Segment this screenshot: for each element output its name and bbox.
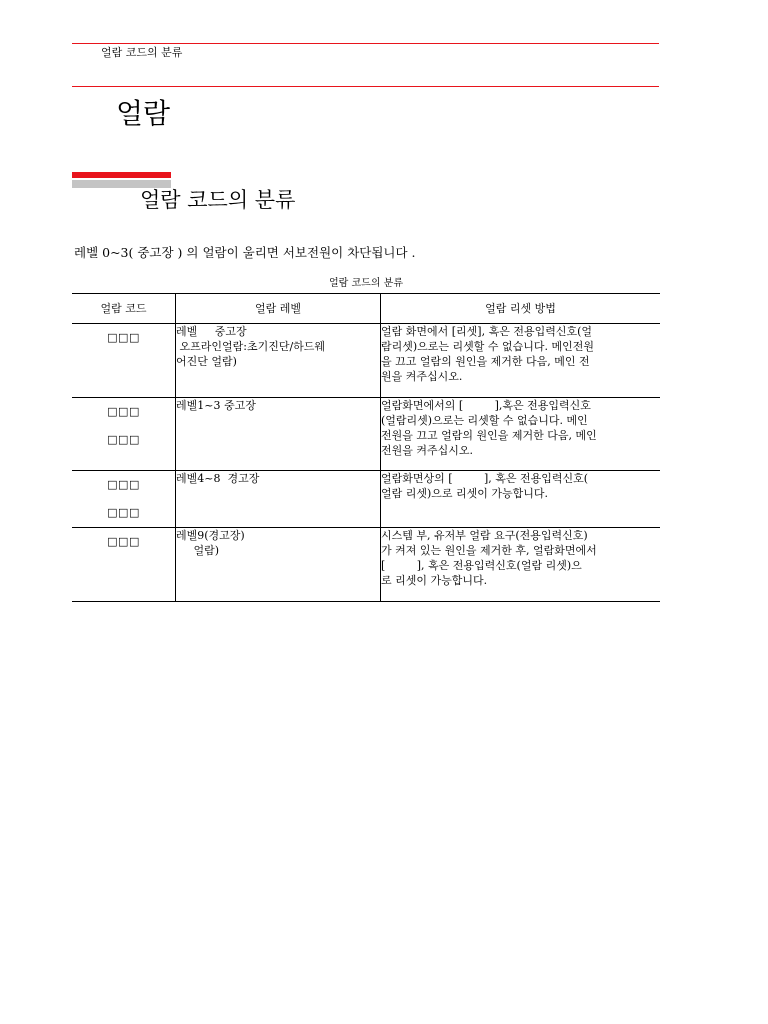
level-line: 얼람) (176, 544, 220, 557)
intro-paragraph: 레벨 0~3( 중고장 ) 의 얼람이 울리면 서보전원이 차단됩니다 . (74, 245, 416, 260)
method-line: 로 리셋이 가능합니다. (381, 574, 488, 587)
alarm-code-table (72, 293, 660, 602)
method-line: 얼람화면상의 [ ], 혹은 전용입력신호( (381, 472, 589, 485)
method-line: 시스템 부, 유저부 얼람 요구(전용입력신호) (381, 529, 588, 542)
level-line: 오프라인얼람:초기진단/하드웨 (176, 340, 326, 353)
method-line: 을 끄고 얼람의 원인을 제거한 다음, 메인 전 (381, 355, 590, 368)
reset-method-cell (381, 471, 661, 528)
reset-method-cell (381, 528, 661, 602)
section-marker-red (72, 172, 171, 178)
header-bottom-rule (72, 86, 659, 87)
method-line: 람리셋)으로는 리셋할 수 없습니다. 메인전원 (381, 340, 595, 353)
method-line: 전원을 끄고 얼람의 원인을 제거한 다음, 메인 (381, 429, 597, 442)
alarm-level-cell (176, 528, 381, 602)
column-header-reset: 얼람 리셋 방법 (381, 294, 661, 324)
alarm-level-cell (176, 324, 381, 398)
table-row (72, 324, 660, 398)
level-line: 레벨9(경고장) (176, 529, 245, 542)
alarm-code: □□□ (107, 405, 140, 418)
alarm-code: □□□ (107, 506, 140, 519)
reset-method-cell (381, 324, 661, 398)
method-line: 전원을 켜주십시오. (381, 444, 474, 457)
table-row (72, 398, 660, 471)
method-line: 얼람 화면에서 [리셋], 혹은 전용입력신호(얼 (381, 325, 592, 338)
alarm-code-cell (72, 528, 176, 602)
alarm-code-cell (72, 398, 176, 471)
alarm-code: □□□ (107, 478, 140, 491)
method-line: 가 켜져 있는 원인을 제거한 후, 얼람화면에서 (381, 544, 597, 557)
method-line: 얼람화면에서의 [ ],혹은 전용입력신호 (381, 399, 591, 412)
alarm-code-cell (72, 471, 176, 528)
table-row (72, 471, 660, 528)
table-header-row (72, 294, 660, 324)
section-title: 얼람 코드의 분류 (140, 188, 296, 212)
running-title: 얼람 코드의 분류 (101, 46, 183, 59)
reset-method-cell (381, 398, 661, 471)
level-line: 레벨4~8 경고장 (176, 472, 260, 485)
column-header-level: 얼람 레벨 (176, 294, 381, 324)
method-line: 원을 켜주십시오. (381, 370, 463, 383)
alarm-code-cell (72, 324, 176, 398)
method-line: [ ], 혹은 전용입력신호(얼람 리셋)으 (381, 559, 582, 572)
level-line: 레벨 중고장 (176, 325, 247, 338)
alarm-level-cell (176, 398, 381, 471)
table-row (72, 528, 660, 602)
alarm-code: □□□ (107, 535, 140, 548)
alarm-code: □□□ (107, 331, 140, 344)
column-header-code: 얼람 코드 (72, 294, 176, 324)
chapter-title: 얼람 (116, 97, 171, 130)
method-line: (얼람리셋)으로는 리셋할 수 없습니다. 메인 (381, 414, 588, 427)
level-line: 레벨1~3 중고장 (176, 399, 256, 412)
method-line: 얼람 리셋)으로 리셋이 가능합니다. (381, 487, 549, 500)
alarm-code: □□□ (107, 433, 140, 446)
table-caption: 얼람 코드의 분류 (329, 278, 403, 289)
alarm-level-cell (176, 471, 381, 528)
level-line: 어진단 얼람) (176, 355, 237, 368)
